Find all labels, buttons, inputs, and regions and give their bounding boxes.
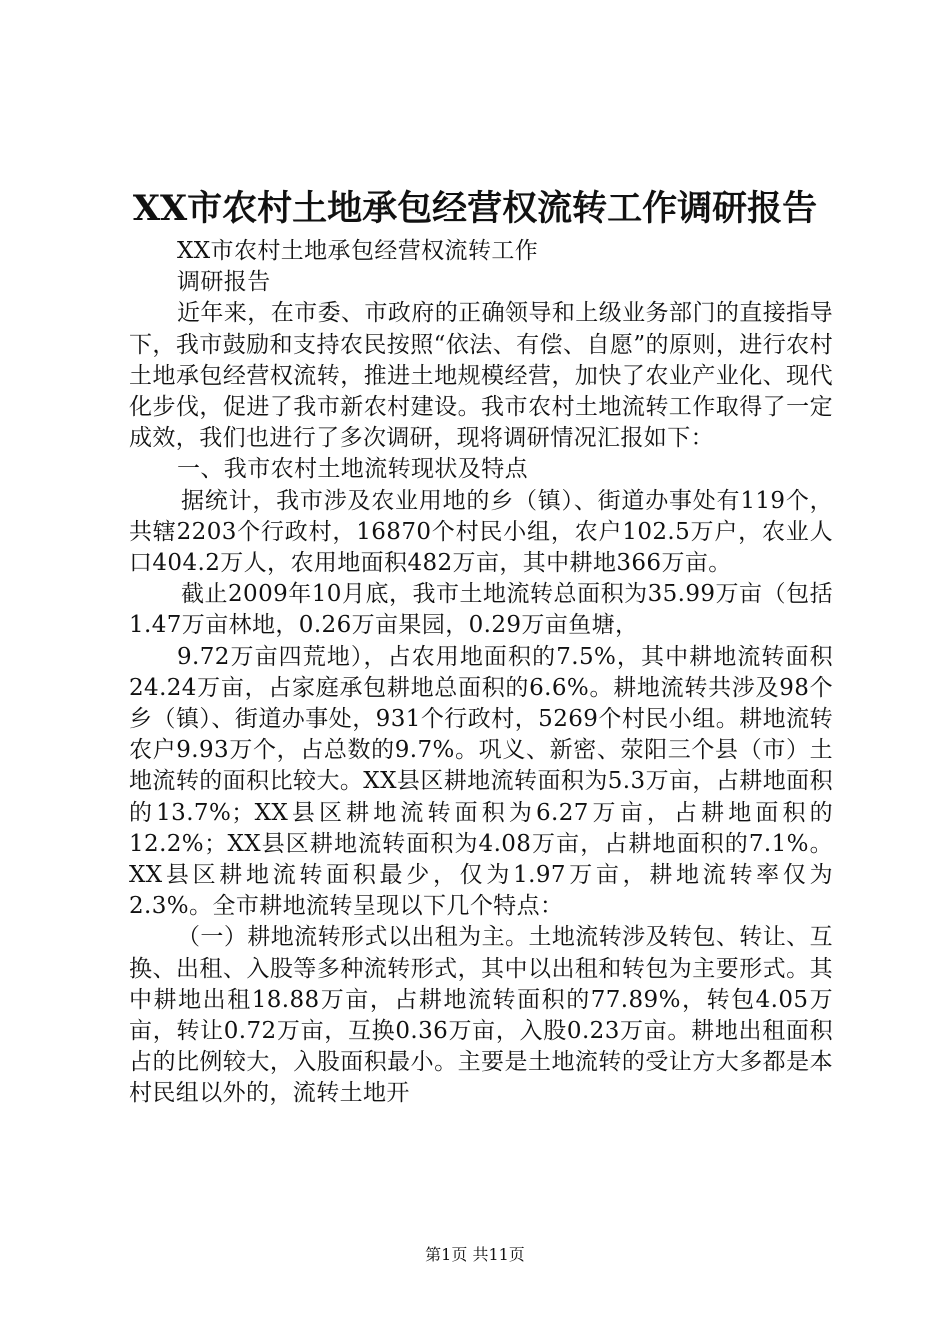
paragraph-transfer-area: 截止2009年10月底，我市土地流转总面积为35.99万亩（包括1.47万亩林地，0.26万亩果园，0.29万亩鱼塘， bbox=[129, 581, 833, 639]
paragraph-feature-1: （一）耕地流转形式以出租为主。土地流转涉及转包、转让、互换、出租、入股等多种流转形式，其中以出租和转包为主要形式。其中耕地出租18.88万亩，占耕地流转面积的77.89%，转包4.05万亩，转让0.72万亩，互换0.36万亩，入股0.23万亩。耕地出租面积占的比例较大，入股面积最小。主要是土地流转的受让方大多都是本村民组以外的，流转土地开 bbox=[129, 924, 833, 1107]
paragraph-subtitle-line-1: XX市农村土地承包经营权流转工作 bbox=[177, 238, 539, 264]
paragraph-subtitle-line-2: 调研报告 bbox=[177, 269, 271, 296]
paragraph-statistics: 据统计，我市涉及农业用地的乡（镇）、街道办事处有119个，共辖2203个行政村，16870个村民小组，农户102.5万户，农业人口404.2万人，农用地面积482万亩，其中耕地366万亩。 bbox=[129, 487, 833, 577]
section-heading-1: 一、我市农村土地流转现状及特点 bbox=[177, 456, 528, 483]
paragraph-introduction: 近年来，在市委、市政府的正确领导和上级业务部门的直接指导下，我市鼓励和支持农民按照“依法、有偿、自愿”的原则，进行农村土地承包经营权流转，推进土地规模经营，加快了农业产业化、现代化步伐，促进了我市新农村建设。我市农村土地流转工作取得了一定成效，我们也进行了多次调研，现将调研情况汇报如下： bbox=[129, 300, 833, 452]
document-body bbox=[129, 236, 833, 1110]
document-title: XX市农村土地承包经营权流转工作调研报告 bbox=[132, 188, 818, 229]
paragraph-transfer-details: 9.72万亩四荒地），占农用地面积的7.5%，其中耕地流转面积24.24万亩，占家庭承包耕地总面积的6.6%。耕地流转共涉及98个乡（镇）、街道办事处，931个行政村，5269个村民小组。耕地流转农户9.93万个，占总数的9.7%。巩义、新密、荥阳三个县（市）土地流转的面积比较大。XX县区耕地流转面积为5.3万亩，占耕地面积的13.7%；XX县区耕地流转面积为6.27万亩，占耕地面积的12.2%；XX县区耕地流转面积为4.08万亩，占耕地面积的7.1%。XX县区耕地流转面积最少，仅为1.97万亩，耕地流转率仅为2.3%。全市耕地流转呈现以下几个特点： bbox=[129, 643, 833, 920]
page-number-footer: 第1页 共11页 bbox=[425, 1245, 525, 1264]
